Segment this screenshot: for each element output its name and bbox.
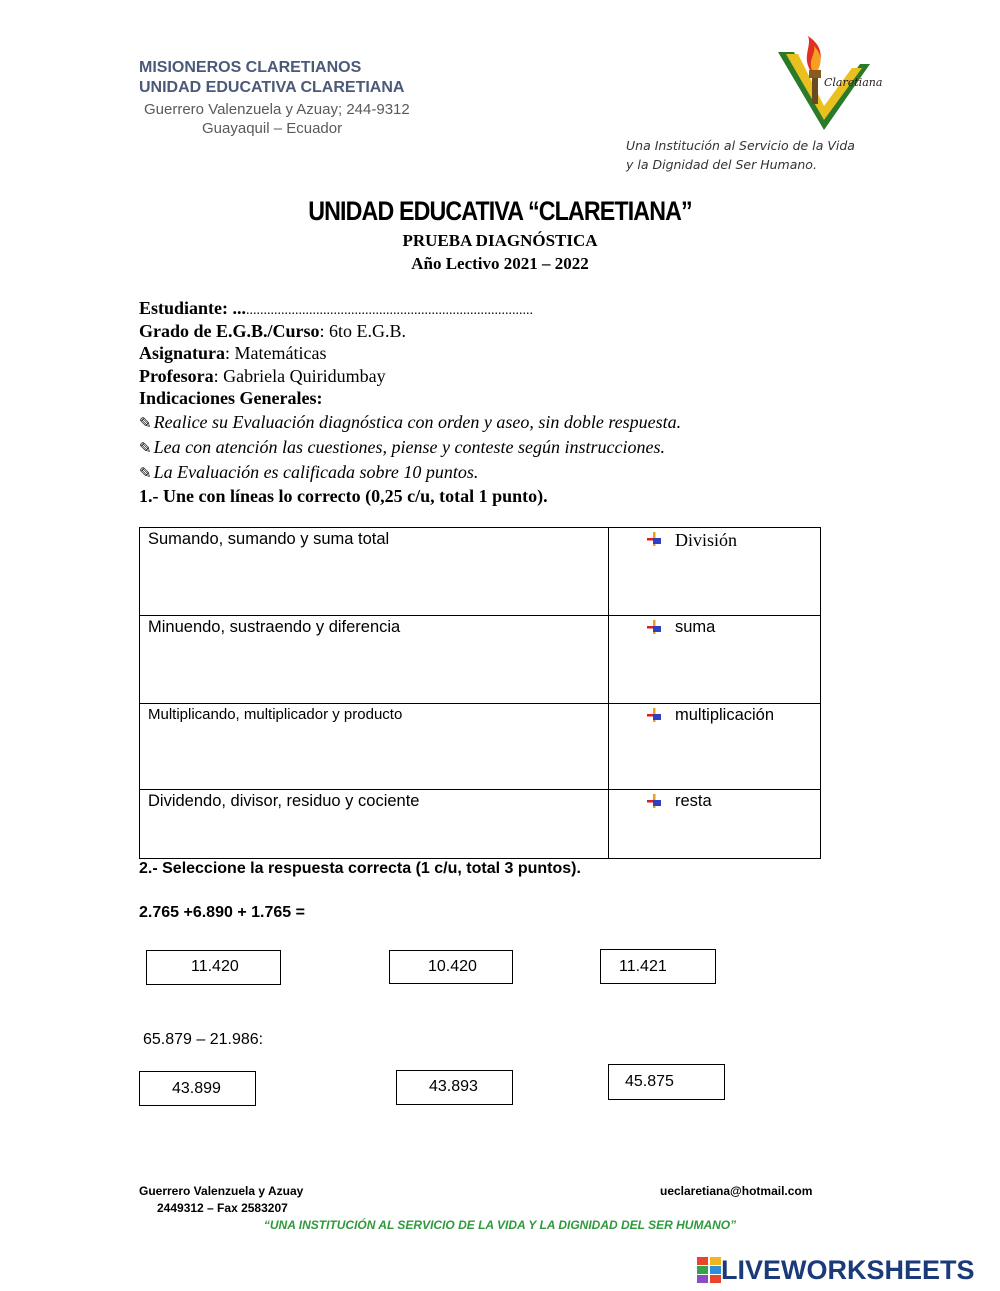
subject-label: Asignatura bbox=[139, 343, 226, 363]
footer-motto: “UNA INSTITUCIÓN AL SERVICIO DE LA VIDA Y LA DIGNIDAD DEL SER HUMANO” bbox=[263, 1218, 737, 1232]
match-option: suma bbox=[675, 618, 716, 636]
pencil-icon: ✎ bbox=[139, 466, 152, 482]
answer-option-box[interactable]: 11.421 bbox=[600, 949, 716, 984]
bullet-icon bbox=[647, 620, 661, 634]
match-right-cell[interactable] bbox=[609, 790, 821, 859]
logo-text: Claretiana bbox=[824, 76, 883, 89]
match-left-cell[interactable]: Sumando, sumando y suma total bbox=[140, 528, 609, 616]
institution-header bbox=[139, 58, 404, 98]
header-line2: UNIDAD EDUCATIVA CLARETIANA bbox=[139, 79, 405, 96]
general-indications-heading bbox=[139, 387, 322, 410]
header-motto bbox=[626, 136, 855, 174]
motto-line2: y la Dignidad del Ser Humano. bbox=[626, 157, 817, 172]
answer-option-box[interactable]: 43.893 bbox=[396, 1070, 513, 1105]
table-row bbox=[140, 790, 821, 859]
table-row bbox=[140, 528, 821, 616]
match-right-cell[interactable] bbox=[609, 528, 821, 616]
teacher-label: Profesora bbox=[139, 366, 214, 386]
claretiana-logo bbox=[772, 34, 883, 134]
grade-line bbox=[139, 320, 406, 343]
match-option: resta bbox=[675, 792, 712, 810]
teacher-value: : Gabriela Quiridumbay bbox=[213, 366, 386, 386]
footer-address: Guerrero Valenzuela y Azuay bbox=[139, 1184, 304, 1198]
match-left-cell[interactable]: Minuendo, sustraendo y diferencia bbox=[140, 616, 609, 704]
match-right-cell[interactable] bbox=[609, 704, 821, 790]
indication-text: Realice su Evaluación diagnóstica con orden y aseo, sin doble respuesta. bbox=[153, 412, 682, 432]
answer-option-box[interactable]: 45.875 bbox=[608, 1064, 725, 1100]
page-title: UNIDAD EDUCATIVA “CLARETIANA” bbox=[308, 196, 692, 226]
table-row bbox=[140, 616, 821, 704]
question2-label: 2.- Seleccione la respuesta correcta (1 c/u, total 3 puntos). bbox=[139, 860, 581, 877]
indication-item bbox=[139, 462, 478, 483]
test-type: PRUEBA DIAGNÓSTICA bbox=[402, 231, 598, 250]
indication-item bbox=[139, 437, 665, 458]
grade-label: Grado de E.G.B./Curso bbox=[139, 321, 320, 341]
pencil-icon: ✎ bbox=[139, 416, 152, 432]
indication-item bbox=[139, 412, 681, 433]
footer-phone: 2449312 – Fax 2583207 bbox=[157, 1201, 288, 1215]
exercise2: 65.879 – 21.986: bbox=[143, 1031, 264, 1048]
indication-text: La Evaluación es calificada sobre 10 puntos. bbox=[153, 462, 479, 482]
header-city: Guayaquil – Ecuador bbox=[202, 120, 343, 137]
match-right-cell[interactable] bbox=[609, 616, 821, 704]
answer-option-box[interactable]: 11.420 bbox=[146, 950, 281, 985]
liveworksheets-watermark bbox=[697, 1255, 975, 1285]
header-address: Guerrero Valenzuela y Azuay; 244-9312 bbox=[144, 101, 410, 118]
liveworksheets-text: LIVEWORKSHEETS bbox=[721, 1254, 975, 1285]
table-row bbox=[140, 704, 821, 790]
teacher-line bbox=[139, 365, 386, 388]
subject-line bbox=[139, 342, 326, 365]
bullet-icon bbox=[647, 708, 661, 722]
grade-value: : 6to E.G.B. bbox=[319, 321, 407, 341]
liveworksheets-logo-icon bbox=[697, 1257, 721, 1283]
match-option: División bbox=[675, 530, 738, 550]
header-line1: MISIONEROS CLARETIANOS bbox=[139, 59, 362, 76]
answer-option-box[interactable]: 10.420 bbox=[389, 950, 513, 984]
school-year: Año Lectivo 2021 – 2022 bbox=[411, 254, 589, 273]
question1-label: 1.- Une con líneas lo correcto (0,25 c/u, total 1 punto). bbox=[139, 486, 548, 506]
exercise1: 2.765 +6.890 + 1.765 = bbox=[139, 904, 305, 921]
student-line bbox=[139, 297, 533, 323]
indication-text: Lea con atención las cuestiones, piense y conteste según instrucciones. bbox=[153, 437, 665, 457]
bullet-icon bbox=[647, 532, 661, 546]
footer-email: ueclaretiana@hotmail.com bbox=[660, 1184, 813, 1198]
match-left-cell[interactable]: Dividendo, divisor, residuo y cociente bbox=[140, 790, 609, 859]
match-left-cell[interactable]: Multiplicando, multiplicador y producto bbox=[140, 704, 609, 790]
match-option: multiplicación bbox=[675, 706, 775, 724]
answer-option-box[interactable]: 43.899 bbox=[139, 1071, 256, 1106]
bullet-icon bbox=[647, 794, 661, 808]
motto-line1: Una Institución al Servicio de la Vida bbox=[626, 138, 855, 153]
general-label: Indicaciones Generales: bbox=[139, 388, 323, 408]
student-dots[interactable]: .................................................................................. bbox=[246, 303, 534, 318]
subject-value: : Matemáticas bbox=[225, 343, 327, 363]
pencil-icon: ✎ bbox=[139, 441, 152, 457]
matching-table bbox=[139, 527, 821, 859]
student-label: Estudiante: ... bbox=[139, 298, 247, 318]
